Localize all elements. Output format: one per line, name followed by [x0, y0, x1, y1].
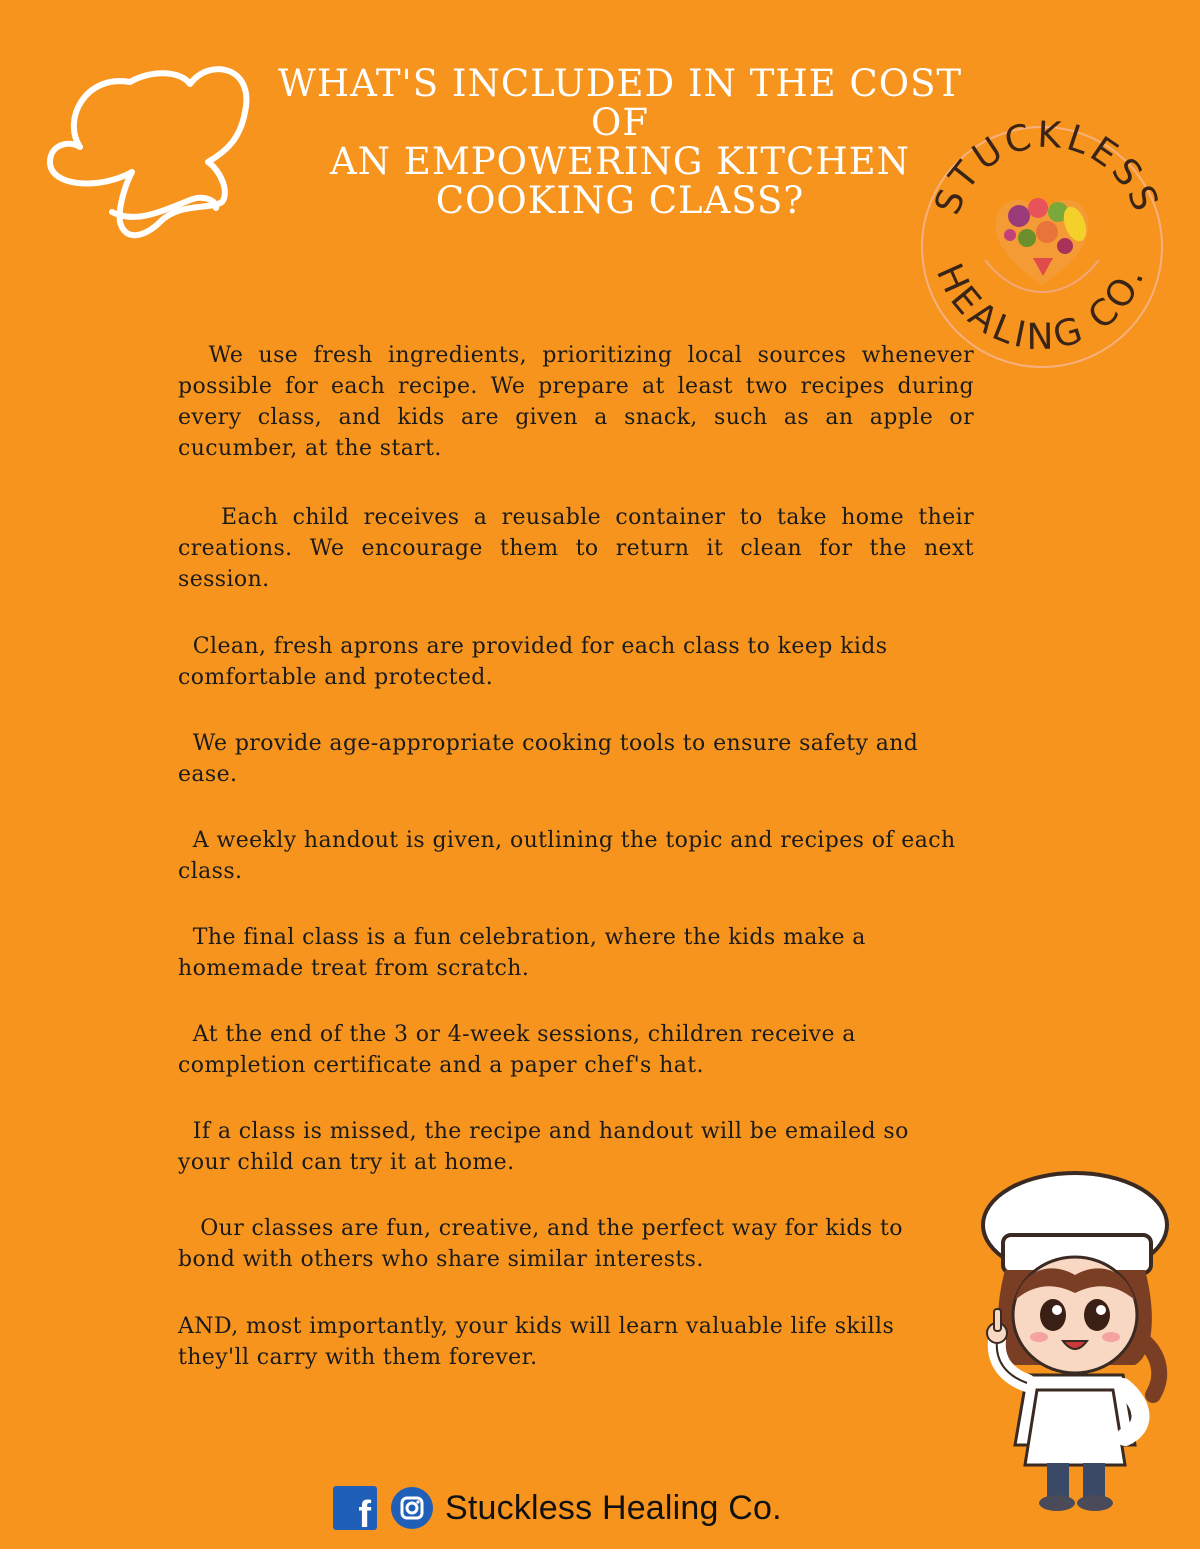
paragraph-missed-class: If a class is missed, the recipe and handout will be emailed so your child can try it at home.: [178, 1119, 909, 1175]
title-line-1: WHAT'S INCLUDED IN THE COST OF: [277, 62, 963, 144]
footer-business-name: Stuckless Healing Co.: [445, 1488, 782, 1527]
title-line-2: AN EMPOWERING KITCHEN: [329, 140, 911, 183]
instagram-glyph-icon: [391, 1487, 433, 1529]
paragraph-life-skills: AND, most importantly, your kids will learn valuable life skills they'll carry with them forever.: [178, 1314, 895, 1370]
footer: [333, 1484, 782, 1536]
paragraph-fun: Our classes are fun, creative, and the perfect way for kids to bond with others who share similar interests.: [178, 1216, 903, 1272]
paragraph-ingredients: We use fresh ingredients, prioritizing local sources whenever possible for each recipe. We prepare at least two recipes during every class, and kids are given a snack, such as an apple or cucumber, at the start.: [178, 343, 974, 461]
page-title: [260, 64, 980, 220]
logo-top-text: STUCKLESS: [927, 120, 1167, 221]
paragraph-container: Each child receives a reusable container to take home their creations. We encourage them to return it clean for the next session.: [178, 505, 974, 592]
logo-bottom-text: HEALING CO.: [927, 257, 1154, 359]
paragraph-tools: We provide age-appropriate cooking tools to ensure safety and ease.: [178, 731, 919, 787]
paragraph-certificate: At the end of the 3 or 4-week sessions, children receive a completion certificate and a paper chef's hat.: [178, 1022, 856, 1078]
fruit-heart-icon: [995, 198, 1090, 285]
chef-girl-illustration: [975, 1165, 1180, 1515]
title-line-3: COOKING CLASS?: [435, 179, 805, 222]
instagram-icon[interactable]: [391, 1487, 433, 1529]
paragraph-handout: A weekly handout is given, outlining the topic and recipes of each class.: [178, 828, 956, 884]
paragraph-aprons: Clean, fresh aprons are provided for each class to keep kids comfortable and protected.: [178, 634, 888, 690]
chef-hat-outline-icon: [40, 52, 260, 252]
facebook-icon[interactable]: f: [333, 1486, 377, 1530]
paragraph-final-class: The final class is a fun celebration, where the kids make a homemade treat from scratch.: [178, 925, 866, 981]
stuckless-healing-logo: [915, 120, 1170, 375]
